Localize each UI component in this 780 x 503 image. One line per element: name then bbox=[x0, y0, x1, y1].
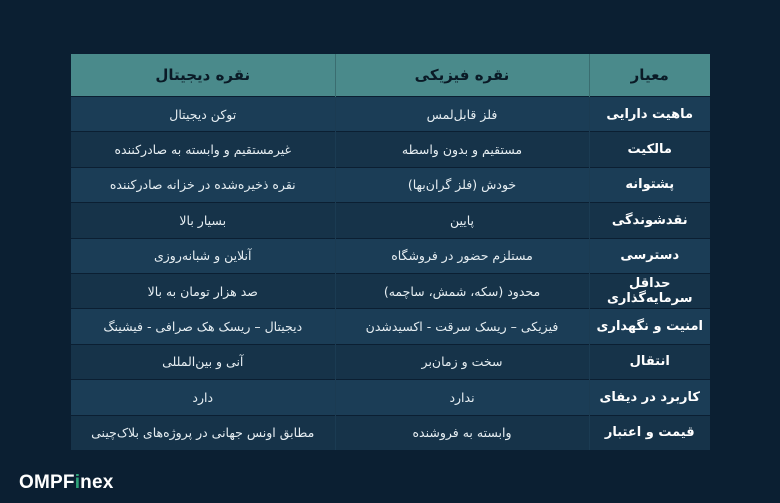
cell-digital: بسیار بالا bbox=[71, 203, 335, 238]
cell-physical: فیزیکی – ریسک سرقت - اکسیدشدن bbox=[335, 309, 589, 344]
cell-criterion: کاربرد در دیفای bbox=[589, 380, 710, 415]
cell-criterion: مالکیت bbox=[589, 132, 710, 167]
table-row bbox=[71, 238, 710, 273]
table-row bbox=[71, 97, 710, 132]
cell-digital: غیرمستقیم و وابسته به صادرکننده bbox=[71, 132, 335, 167]
header-criterion: معیار bbox=[589, 54, 710, 97]
cell-criterion: دسترسی bbox=[589, 238, 710, 273]
cell-digital: توکن دیجیتال bbox=[71, 97, 335, 132]
cell-digital: آنی و بین‌المللی bbox=[71, 344, 335, 379]
cell-physical: خودش (فلز گران‌بها) bbox=[335, 167, 589, 202]
table-row bbox=[71, 344, 710, 379]
comparison-table bbox=[71, 54, 710, 450]
cell-criterion: حداقل سرمایه‌گذاری bbox=[589, 273, 710, 308]
table-header bbox=[71, 54, 710, 97]
cell-digital: دیجیتال – ریسک هک صرافی - فیشینگ bbox=[71, 309, 335, 344]
cell-physical: پایین bbox=[335, 203, 589, 238]
cell-physical: مستقیم و بدون واسطه bbox=[335, 132, 589, 167]
cell-criterion: انتقال bbox=[589, 344, 710, 379]
brand-logo bbox=[19, 471, 114, 495]
comparison-table-wrapper bbox=[71, 54, 710, 450]
table-row bbox=[71, 380, 710, 415]
cell-digital: مطابق اونس جهانی در پروژه‌های بلاک‌چینی bbox=[71, 415, 335, 450]
table-row bbox=[71, 415, 710, 450]
header-digital-silver: نقره دیجیتال bbox=[71, 54, 335, 97]
cell-criterion: قیمت و اعتبار bbox=[589, 415, 710, 450]
cell-criterion: نقدشوندگی bbox=[589, 203, 710, 238]
cell-digital: نقره ذخیره‌شده در خزانه صادرکننده bbox=[71, 167, 335, 202]
table-row bbox=[71, 167, 710, 202]
cell-criterion: پشتوانه bbox=[589, 167, 710, 202]
cell-physical: وابسته به فروشنده bbox=[335, 415, 589, 450]
header-physical-silver: نقره فیزیکی bbox=[335, 54, 589, 97]
cell-criterion: امنیت و نگهداری bbox=[589, 309, 710, 344]
cell-physical: مستلزم حضور در فروشگاه bbox=[335, 238, 589, 273]
table-row bbox=[71, 203, 710, 238]
cell-physical: محدود (سکه، شمش، ساچمه) bbox=[335, 273, 589, 308]
brand-text-part3: nex bbox=[80, 472, 114, 493]
cell-digital: آنلاین و شبانه‌روزی bbox=[71, 238, 335, 273]
brand-text-part1: OMPF bbox=[19, 472, 75, 493]
cell-physical: ندارد bbox=[335, 380, 589, 415]
cell-digital: دارد bbox=[71, 380, 335, 415]
table-row bbox=[71, 273, 710, 308]
table-row bbox=[71, 132, 710, 167]
brand-text-accent: i bbox=[74, 472, 81, 493]
cell-physical: سخت و زمان‌بر bbox=[335, 344, 589, 379]
cell-digital: صد هزار تومان به بالا bbox=[71, 273, 335, 308]
table-row bbox=[71, 309, 710, 344]
cell-physical: فلز قابل‌لمس bbox=[335, 97, 589, 132]
table-body bbox=[71, 97, 710, 450]
cell-criterion: ماهیت دارایی bbox=[589, 97, 710, 132]
header-row bbox=[71, 54, 710, 97]
